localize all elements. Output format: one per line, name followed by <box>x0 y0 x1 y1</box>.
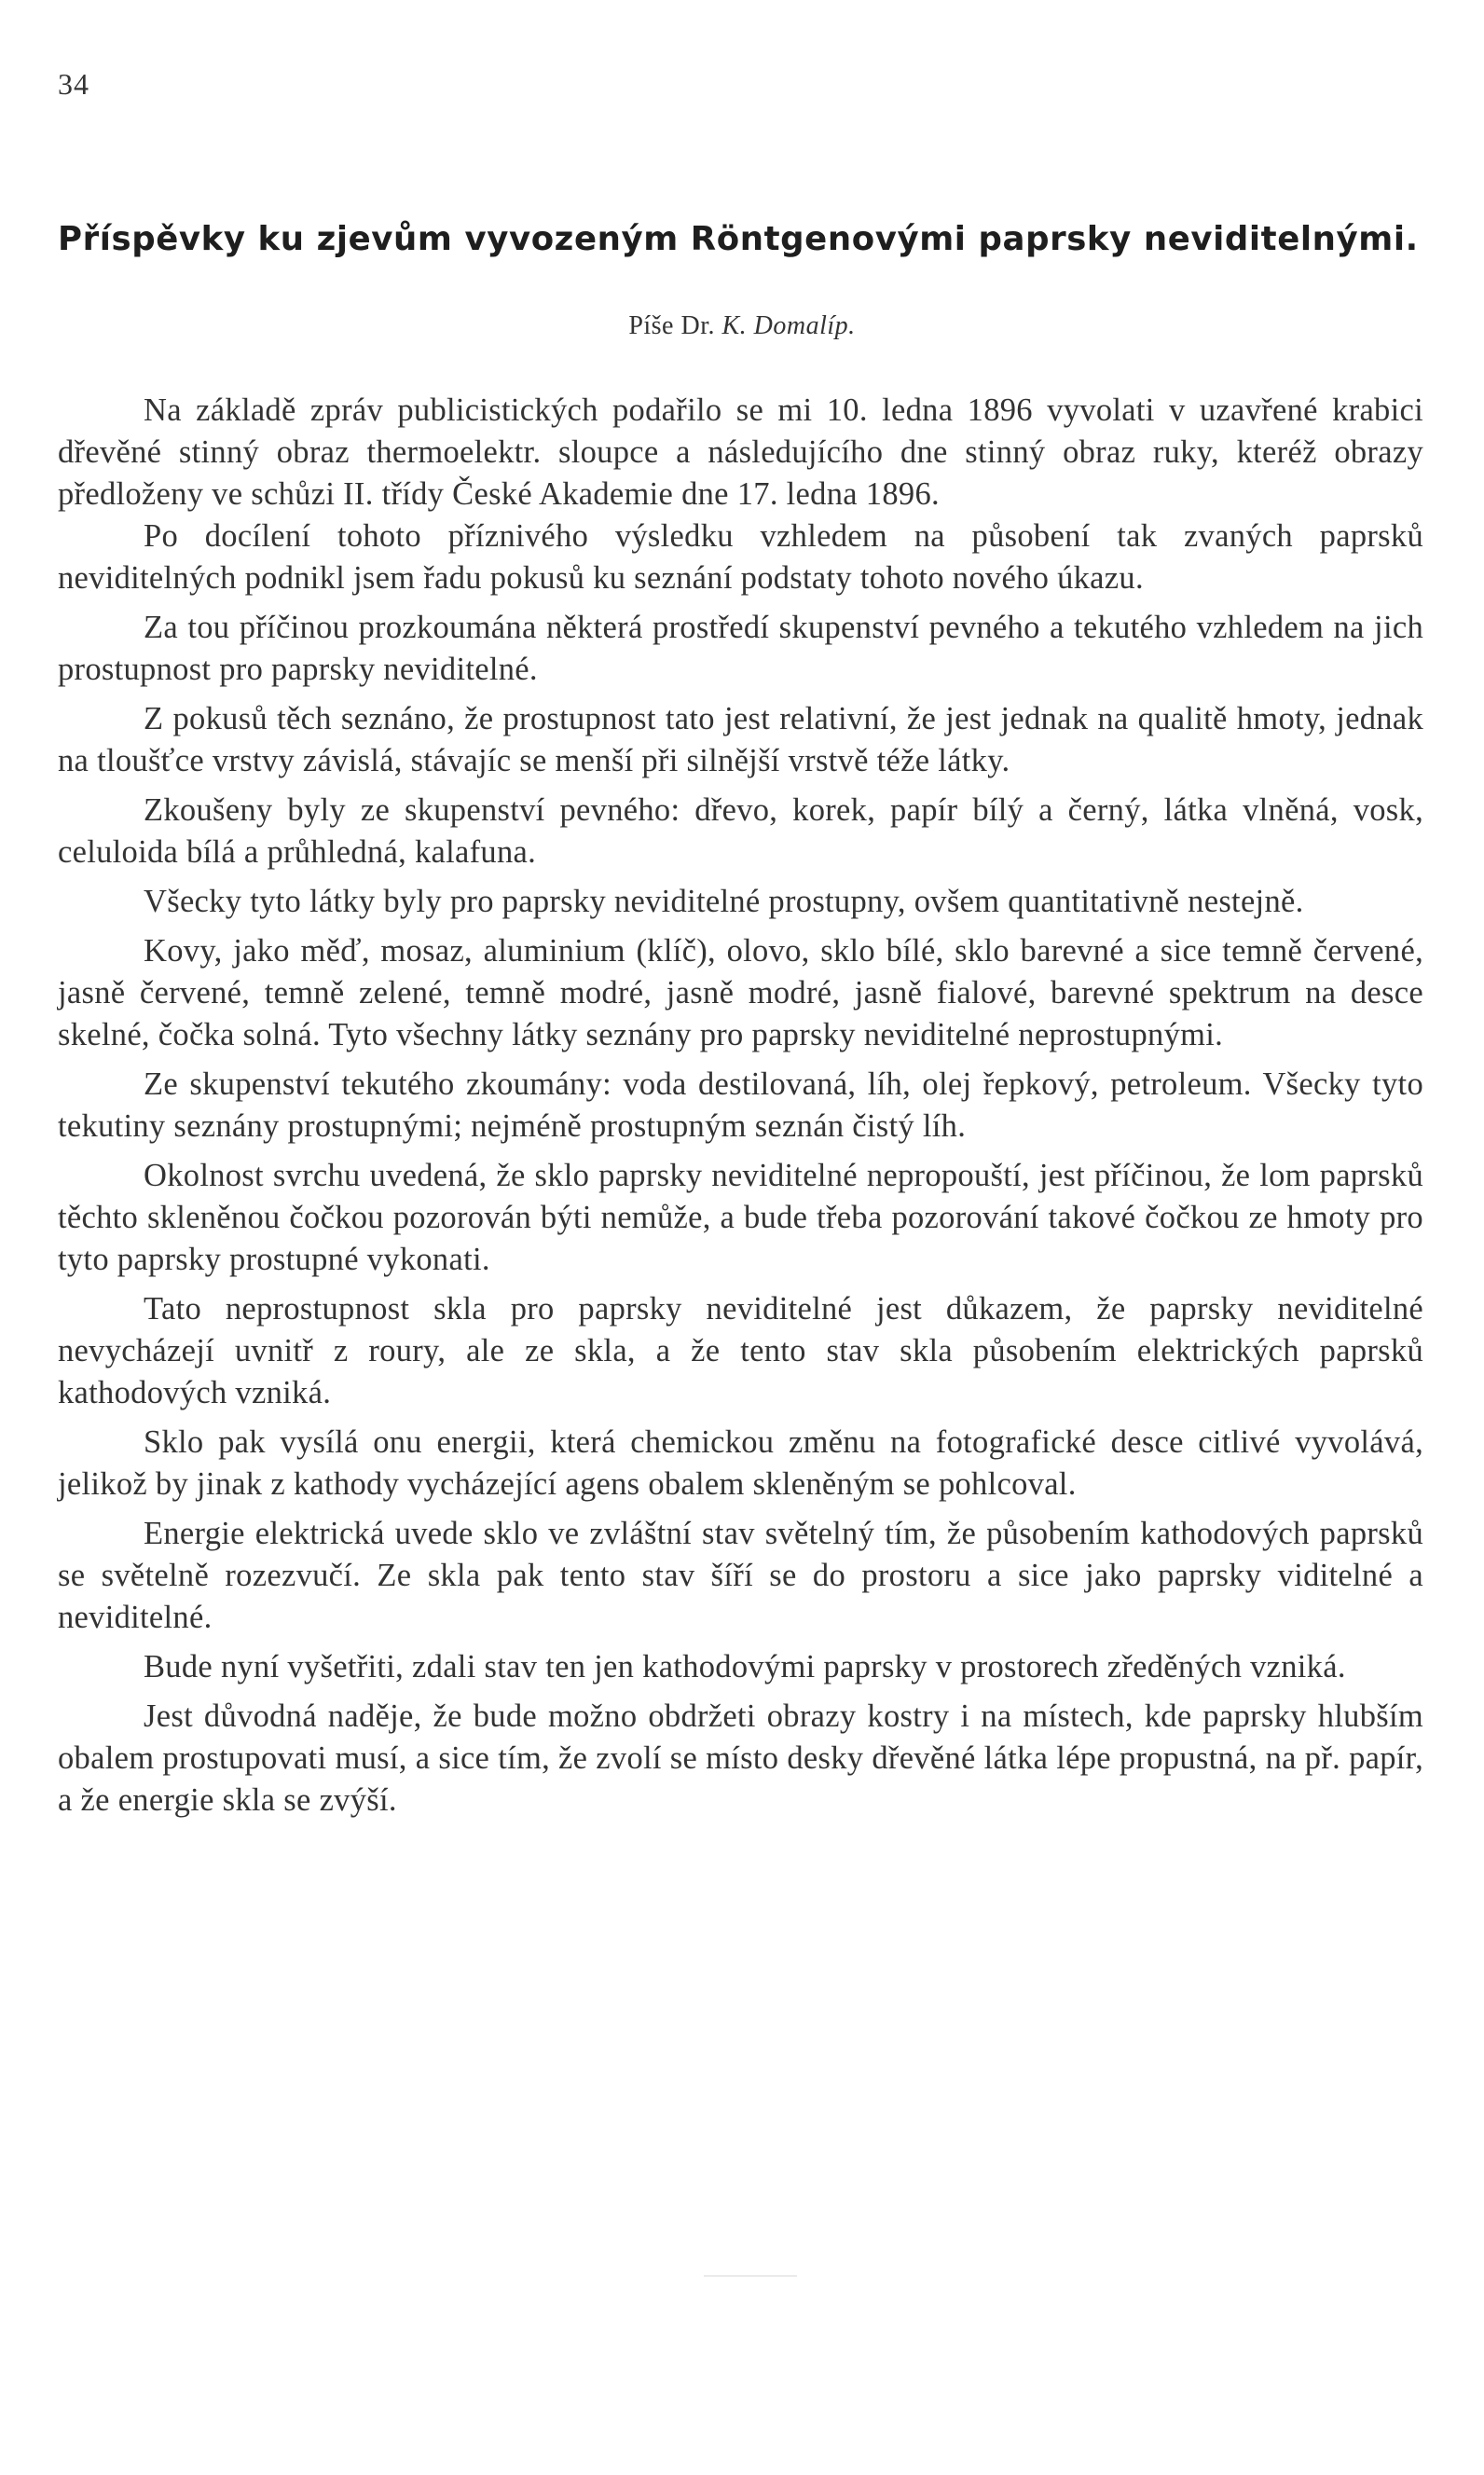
paragraph: Energie elektrická uvede sklo ve zvláštní stav světelný tím, že působením kathodových paprsků se světelně rozezvučí. Ze skla pak tento stav šíří se do prostoru a sice jako paprsky viditelné a neviditelné. <box>58 1516 1423 1635</box>
paragraph: Tato neprostupnost skla pro paprsky neviditelné jest důkazem, že paprsky neviditelné nevycházejí uvnitř z roury, ale ze skla, a že tento stav skla působením elektrických paprsků kathodových vzniká. <box>58 1291 1423 1410</box>
paragraph: Po docílení tohoto příznivého výsledku vzhledem na působení tak zvaných paprsků neviditelných podnikl jsem řadu pokusů ku seznání podstaty tohoto nového úkazu. <box>58 518 1423 596</box>
paragraph: Bude nyní vyšetřiti, zdali stav ten jen kathodovými paprsky v prostorech zředěných vzniká. <box>144 1649 1346 1684</box>
article-title: Příspěvky ku zjevům vyvozeným Röntgenovými paprsky neviditelnými. <box>58 220 1419 258</box>
paragraph: Za tou příčinou prozkoumána některá prostředí skupenství pevného a tekutého vzhledem na jich prostupnost pro paprsky neviditelné. <box>58 610 1423 687</box>
byline <box>0 311 1484 341</box>
paragraph: Z pokusů těch seznáno, že prostupnost tato jest relativní, že jest jednak na qualitě hmoty, jednak na tloušťce vrstvy závislá, stávajíc se menší při silnější vrstvě téže látky. <box>58 701 1423 778</box>
paragraph: Všecky tyto látky byly pro paprsky neviditelné prostupny, ovšem quantitativně nestejně. <box>144 884 1304 919</box>
paragraph: Kovy, jako měď, mosaz, aluminium (klíč), olovo, sklo bílé, sklo barevné a sice temně červené, jasně červené, temně zelené, temně modré, jasně modré, jasně fialové, barevné spektrum na desce skelné, čočka solná. Tyto všechny látky seznány pro paprsky neviditelné neprostupnými. <box>58 933 1423 1052</box>
byline-author: K. Domalíp. <box>721 311 856 340</box>
paragraph: Ze skupenství tekutého zkoumány: voda destilovaná, líh, olej řepkový, petroleum. Všecky tyto tekutiny seznány prostupnými; nejméně prostupným seznán čistý líh. <box>58 1066 1423 1144</box>
paragraph: Okolnost svrchu uvedená, že sklo paprsky neviditelné nepropouští, jest příčinou, že lom paprsků těchto skleněnou čočkou pozorován býti nemůže, a bude třeba pozorování takové čočkou ze hmoty pro tyto paprsky prostupné vykonati. <box>58 1158 1423 1277</box>
paragraph: Jest důvodná naděje, že bude možno obdržeti obrazy kostry i na místech, kde paprsky hlubším obalem prostupovati musí, a sice tím, že zvolí se místo desky dřevěné látka lépe propustná, na př. papír, a že energie skla se zvýší. <box>58 1698 1423 1818</box>
article-body <box>58 390 1423 1829</box>
paragraph: Sklo pak vysílá onu energii, která chemickou změnu na fotografické desce citlivé vyvolává, jelikož by jinak z kathody vycházející agens obalem skleněným se pohlcoval. <box>58 1424 1423 1502</box>
paragraph: Na základě zpráv publicistických podařilo se mi 10. ledna 1896 vyvolati v uzavřené krabici dřevěné stinný obraz thermoelektr. sloupce a následujícího dne stinný obraz ruky, kteréž obrazy předloženy ve schůzi II. třídy České Akademie dne 17. ledna 1896. <box>58 392 1423 512</box>
page-number: 34 <box>58 67 89 101</box>
byline-prefix: Píše Dr. <box>628 311 715 340</box>
paragraph: Zkoušeny byly ze skupenství pevného: dřevo, korek, papír bílý a černý, látka vlněná, vosk, celuloida bílá a průhledná, kalafuna. <box>58 792 1423 870</box>
